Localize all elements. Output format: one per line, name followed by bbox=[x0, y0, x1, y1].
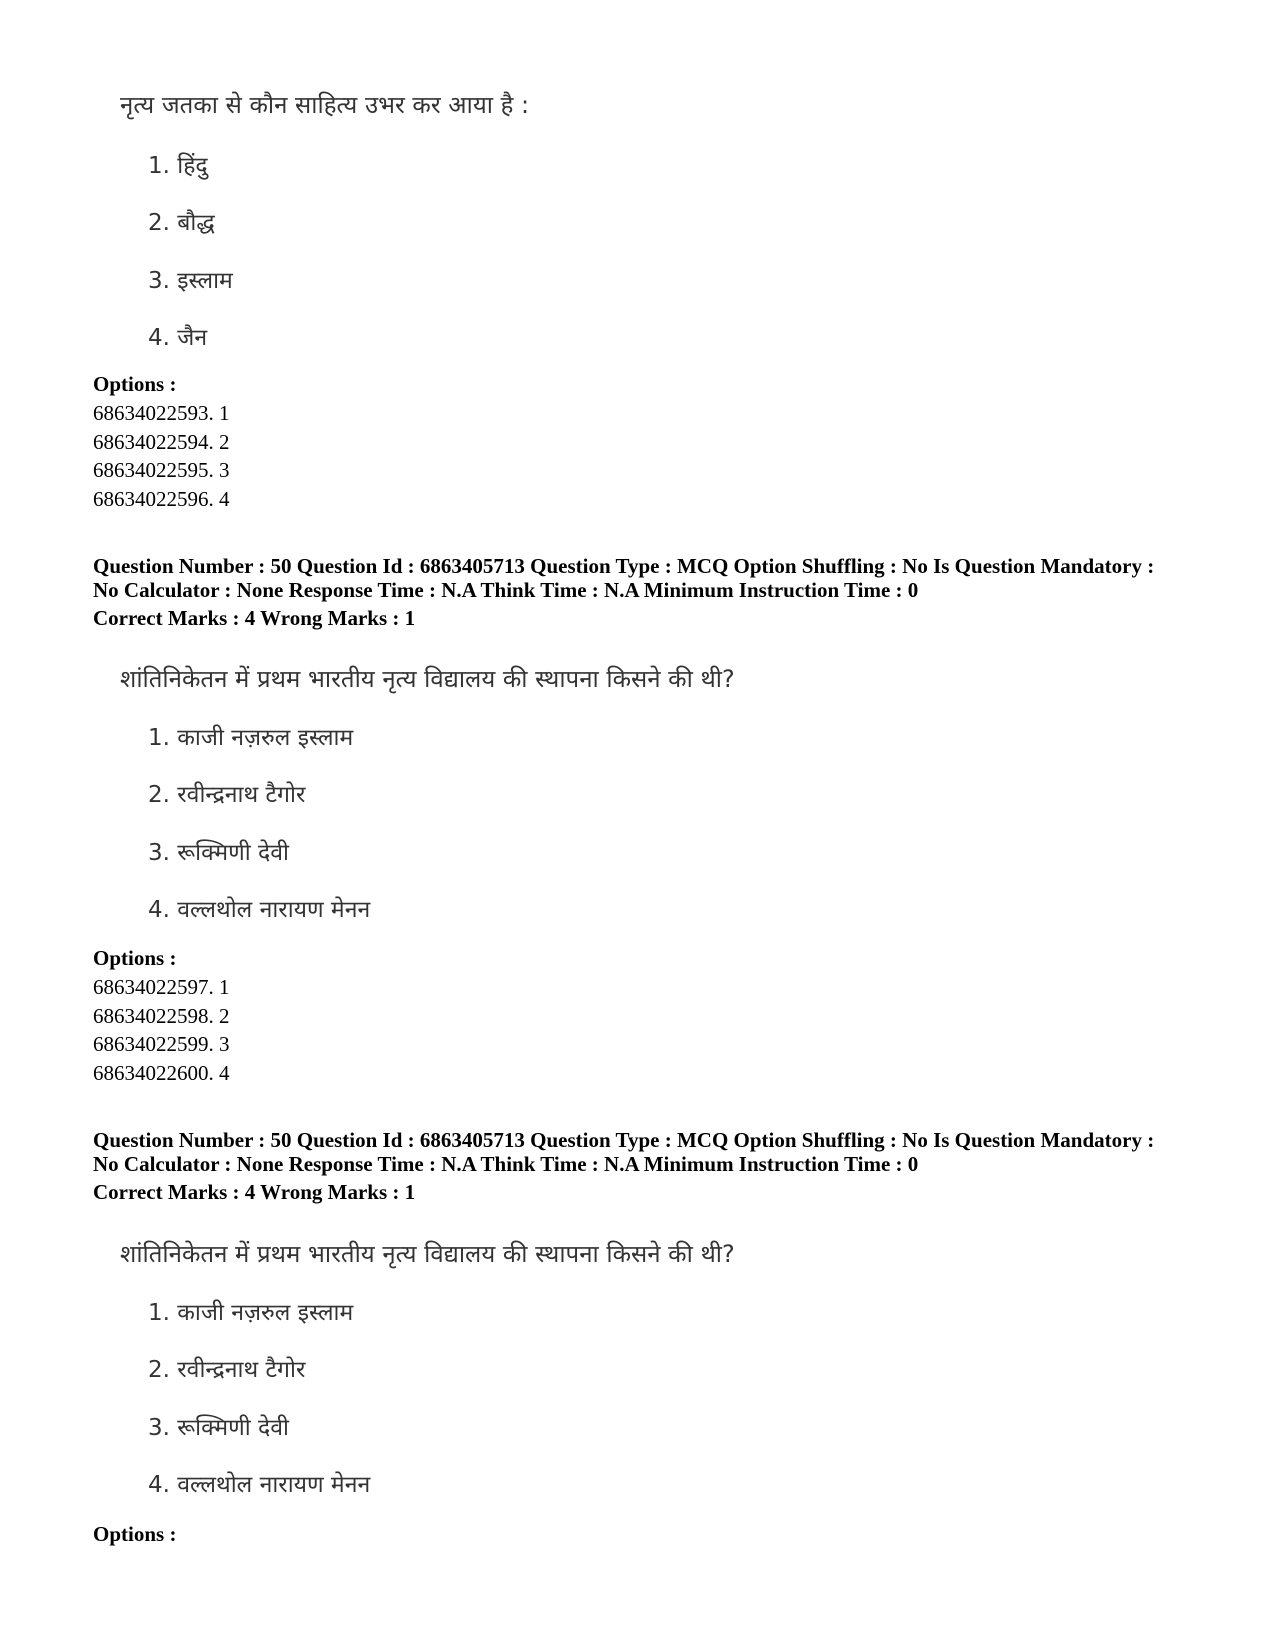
question-meta-line-2: No Calculator : None Response Time : N.A Think Time : N.A Minimum Instruction Time : 0 bbox=[93, 578, 919, 602]
option-id-line: 68634022600. 4 bbox=[93, 1061, 230, 1085]
question-choice-1: 1. काजी नज़रुल इस्लाम bbox=[148, 1300, 354, 1326]
question-choice-2: 2. रवीन्द्रनाथ टैगोर bbox=[148, 782, 306, 808]
question-text: शांतिनिकेतन में प्रथम भारतीय नृत्य विद्यालय की स्थापना किसने की थी? bbox=[120, 1240, 735, 1268]
question-choice-3: 3. रूक्मिणी देवी bbox=[148, 1415, 289, 1441]
option-id-line: 68634022596. 4 bbox=[93, 487, 230, 511]
options-label: Options : bbox=[93, 1522, 177, 1546]
question-choice-1: 1. हिंदु bbox=[148, 153, 208, 179]
option-id-line: 68634022598. 2 bbox=[93, 1004, 230, 1028]
question-choice-4: 4. जैन bbox=[148, 325, 208, 351]
question-text: शांतिनिकेतन में प्रथम भारतीय नृत्य विद्यालय की स्थापना किसने की थी? bbox=[120, 665, 735, 693]
question-meta-line-1: Question Number : 50 Question Id : 6863405713 Question Type : MCQ Option Shuffling : No Is Question Mandatory : bbox=[93, 1128, 1155, 1152]
options-label: Options : bbox=[93, 372, 177, 396]
question-choice-2: 2. बौद्ध bbox=[148, 210, 215, 236]
question-meta-line-2: No Calculator : None Response Time : N.A Think Time : N.A Minimum Instruction Time : 0 bbox=[93, 1152, 919, 1176]
question-meta-line-1: Question Number : 50 Question Id : 6863405713 Question Type : MCQ Option Shuffling : No Is Question Mandatory : bbox=[93, 554, 1155, 578]
option-id-line: 68634022595. 3 bbox=[93, 458, 230, 482]
question-choice-4: 4. वल्लथोल नारायण मेनन bbox=[148, 897, 371, 923]
question-choice-3: 3. इस्लाम bbox=[148, 268, 233, 294]
question-choice-2: 2. रवीन्द्रनाथ टैगोर bbox=[148, 1357, 306, 1383]
option-id-line: 68634022594. 2 bbox=[93, 430, 230, 454]
question-choice-1: 1. काजी नज़रुल इस्लाम bbox=[148, 725, 354, 751]
question-choice-3: 3. रूक्मिणी देवी bbox=[148, 840, 289, 866]
question-marks: Correct Marks : 4 Wrong Marks : 1 bbox=[93, 606, 416, 630]
question-choice-4: 4. वल्लथोल नारायण मेनन bbox=[148, 1472, 371, 1498]
question-marks: Correct Marks : 4 Wrong Marks : 1 bbox=[93, 1180, 416, 1204]
options-label: Options : bbox=[93, 946, 177, 970]
option-id-line: 68634022593. 1 bbox=[93, 401, 230, 425]
question-text: नृत्य जतका से कौन साहित्य उभर कर आया है : bbox=[120, 91, 530, 119]
option-id-line: 68634022597. 1 bbox=[93, 975, 230, 999]
option-id-line: 68634022599. 3 bbox=[93, 1032, 230, 1056]
